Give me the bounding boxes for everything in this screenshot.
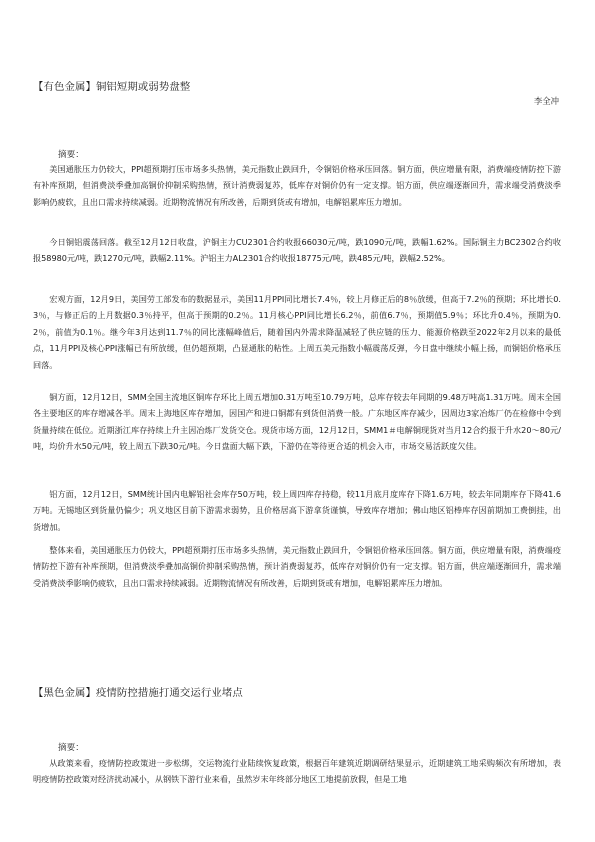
author-name: 李全冲 <box>533 96 559 106</box>
section-title-nonferrous: 【有色金属】铜铝短期或弱势盘整 <box>33 81 191 93</box>
paragraph-copper: 铜方面，12月12日，SMM全国主流地区铜库存环比上周五增加0.31万吨至10.79万吨，总库存较去年同期的9.48万吨高1.31万吨。周末全国各主要地区的库存增减各半。周末上海地区库存增加，因国产和进口铜都有到货但消费一般。广东地区库存减少，因周边3家冶炼厂仍在检修中令到货量持续在低位。近期浙江库存持续上升主因冶炼厂发货交仓。现货市场方面，12月12日，SMM1＃电解铜现货对当月12合约报于升水20～80元/吨，均价升水50元/吨，较上周五下跌30元/吨。今日盘面大幅下跌，下游仍在等待更合适的机会入市，市场交易活跃度欠佳。 <box>33 392 561 452</box>
abstract-label: 摘要： <box>58 150 84 160</box>
paragraph-market-close: 今日铜铝震荡回落。截至12月12日收盘，沪铜主力CU2301合约收报66030元/吨，跌1090元/吨，跌幅1.62%。国际铜主力BC2302合约收报58980元/吨，跌1270元/吨，跌幅2.11%。沪铝主力AL2301合约收报18775元/吨，跌485元/吨，跌幅2.52%。 <box>33 237 561 264</box>
paragraph-summary: 美国通胀压力仍较大，PPI超预期打压市场多头热情，美元指数止跌回升，令铜铝价格承压回落。铜方面，供应增量有限，消费端疫情防控下游有补库预期，但消费淡季叠加高铜价抑制采购热情，预计消费弱复苏，低库存对铜价仍有一定支撑。铝方面，供应端逐渐回升，需求端受消费淡季影响仍疲软，且出口需求持续减弱。近期物流情况有所改善，后期到货或有增加，电解铝累库压力增加。 <box>33 164 561 207</box>
paragraph-macro: 宏观方面，12月9日，美国劳工部发布的数据显示，美国11月PPI同比增长7.4％，较上月修正后的8％放缓，但高于7.2％的预期；环比增长0.3％，与修正后的上月数据0.3％持平，但高于预期的0.2％。11月核心PPI同比增长6.2％，前值6.7％，预期值5.9％；环比升0.4％，预期为0.2％，前值为0.1％。继今年3月达到11.7％的同比涨幅峰值后，随着国内外需求降温减轻了供应链的压力、能源价格跌至2022年2月以来的最低点，11月PPI及核心PPI涨幅已有所放缓，但仍超预期，凸显通胀的粘性。上周五美元指数小幅震荡反弹，今日盘中继续小幅上扬，而铜铝价格承压回落。 <box>33 294 561 370</box>
paragraph-conclusion: 整体来看，美国通胀压力仍较大，PPI超预期打压市场多头热情，美元指数止跌回升，令铜铝价格承压回落。铜方面，供应增量有限，消费端疫情防控下游有补库预期，但消费淡季叠加高铜价抑制采购热情，预计消费弱复苏，低库存对铜价仍有一定支撑。铝方面，供应端逐渐回升，需求端受消费淡季影响仍疲软，且出口需求持续减弱。近期物流情况有所改善，后期到货或有增加，电解铝累库压力增加。 <box>33 545 561 588</box>
section-title-ferrous: 【黑色金属】疫情防控措施打通交运行业堵点 <box>33 687 243 699</box>
paragraph-aluminum: 铝方面，12月12日，SMM统计国内电解铝社会库存50万吨，较上周四库存持稳，较11月底月度库存下降1.6万吨，较去年同期库存下降41.6万吨。无锡地区到货量仍偏少；巩义地区目前下游需求弱势，且价格居高下游拿货谨慎，导致库存增加；佛山地区铝棒库存因前期加工费倒挂，出货增加。 <box>33 489 561 532</box>
abstract-label-2: 摘要： <box>58 743 84 753</box>
paragraph-policy: 从政策来看，疫情防控政策进一步松绑，交运物流行业陆续恢复政策，根据百年建筑近期调研结果显示，近期建筑工地采购频次有所增加，表明疫情防控政策对经济扰动减小，从钢铁下游行业来看，虽然岁末年终部分地区工地提前放假，但是工地 <box>33 758 561 785</box>
